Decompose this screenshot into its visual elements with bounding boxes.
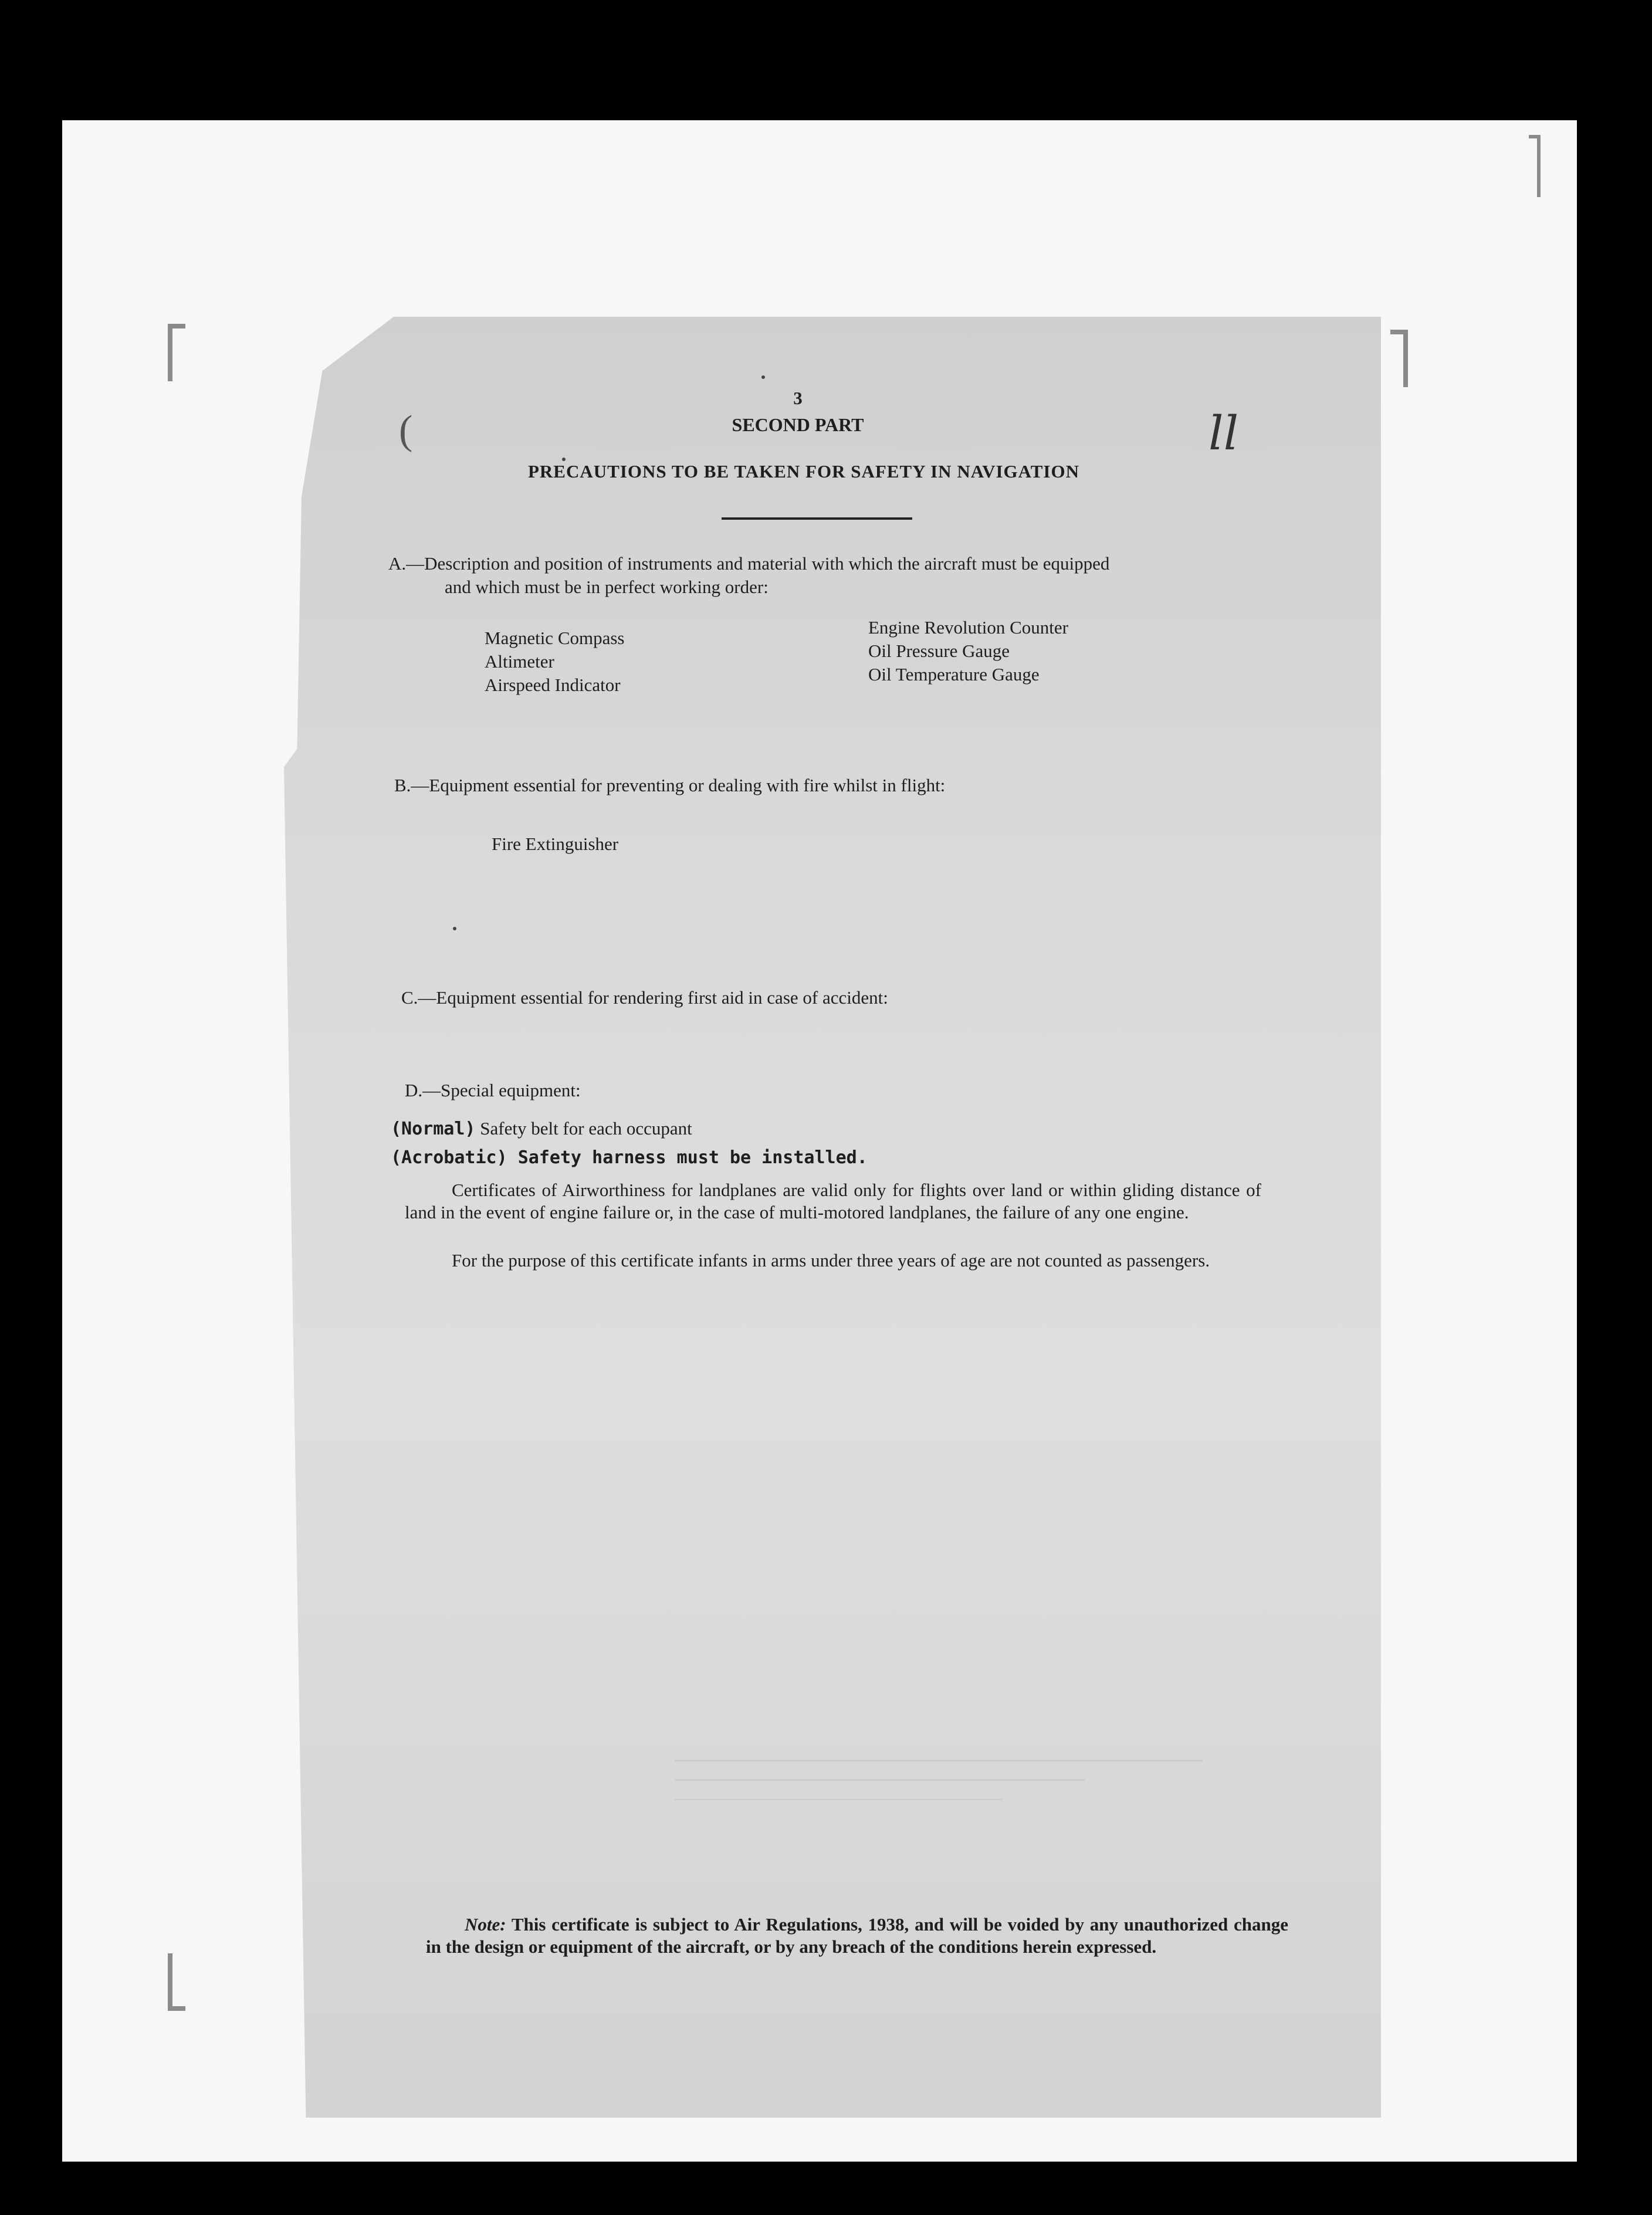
crop-mark-corner xyxy=(1529,135,1541,197)
section-c-heading: C.—Equipment essential for rendering first aid in case of accident: xyxy=(401,987,888,1008)
instrument-item: Engine Revolution Counter xyxy=(868,617,1068,638)
crop-mark-top-left xyxy=(168,324,185,381)
speck xyxy=(761,375,765,379)
section-a-heading-continued: and which must be in perfect working order: xyxy=(445,577,769,597)
normal-label: (Normal) xyxy=(391,1119,476,1139)
crop-mark-top-right xyxy=(1390,330,1408,387)
crop-mark-bottom-left xyxy=(168,1953,185,2011)
normal-text: Safety belt for each occupant xyxy=(480,1118,692,1139)
note-paragraph xyxy=(426,1913,1288,1958)
instrument-list-left xyxy=(485,626,625,697)
instrument-item: Magnetic Compass xyxy=(485,628,625,648)
acrobatic-label: (Acrobatic) xyxy=(391,1147,507,1168)
scan-top-border xyxy=(0,0,1652,59)
page-number: 3 xyxy=(793,388,803,408)
instrument-item: Oil Temperature Gauge xyxy=(868,664,1040,685)
heading-underline xyxy=(722,517,912,520)
normal-equipment-row xyxy=(391,1117,692,1140)
paren-mark: ( xyxy=(399,408,413,453)
bleed-through-texture xyxy=(675,1742,1261,1800)
acrobatic-text: Safety harness must be installed. xyxy=(517,1147,868,1168)
part-title: SECOND PART xyxy=(732,414,864,435)
instrument-list-right xyxy=(868,616,1068,686)
section-d-heading: D.—Special equipment: xyxy=(405,1080,581,1100)
infants-paragraph: For the purpose of this certificate infants in arms under three years of age are not counted as passengers. xyxy=(452,1250,1210,1271)
instrument-item: Airspeed Indicator xyxy=(485,675,621,695)
handwritten-margin-mark: ll xyxy=(1208,406,1239,460)
note-label: Note: xyxy=(465,1914,506,1935)
acrobatic-equipment-row xyxy=(391,1147,868,1169)
fire-equipment-item: Fire Extinguisher xyxy=(492,834,619,854)
section-a-heading: A.—Description and position of instruments and material with which the aircraft must be equipped xyxy=(388,553,1110,574)
speck xyxy=(562,458,566,461)
speck xyxy=(453,927,456,930)
instrument-item: Oil Pressure Gauge xyxy=(868,641,1010,661)
section-heading: PRECAUTIONS TO BE TAKEN FOR SAFETY IN NAVIGATION xyxy=(527,461,1079,482)
note-text: This certificate is subject to Air Regulations, 1938, and will be voided by any unauthorized change in the design or equipment of the aircraft, or by any breach of the conditions herein expressed. xyxy=(426,1914,1288,1957)
certificate-validity-paragraph: Certificates of Airworthiness for landplanes are valid only for flights over land or within gliding distance of land in the event of engine failure or, in the case of multi-motored landplanes, the failure of any one engine. xyxy=(405,1180,1261,1222)
instrument-item: Altimeter xyxy=(485,651,554,672)
section-b-heading: B.—Equipment essential for preventing or dealing with fire whilst in flight: xyxy=(394,775,946,795)
